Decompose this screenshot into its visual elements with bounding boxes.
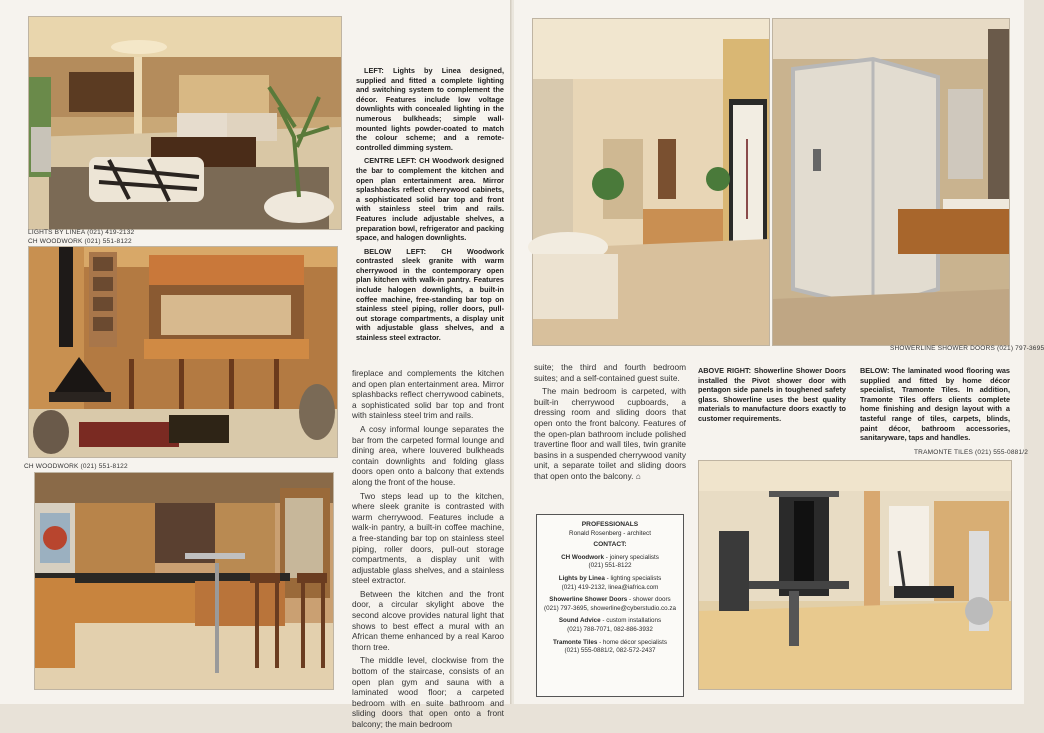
photo-caption: TRAMONTE TILES (021) 555-0881/2 xyxy=(914,449,1029,456)
caption-centre-left: CENTRE LEFT: CH Woodwork designed the bar to complement the kitchen and open plan entertainment area. Mirror splashbacks reflect cherrywood cabinets, a sophisticated solid bar top and front with stainless steel trim and rails. Features include adjustable shelves, a preparation bowl, refrigerator and packing space, and halogen downlights. xyxy=(356,156,504,243)
paragraph: A cosy informal lounge separates the bar from the carpeted formal lounge and dining area, where louvered bulkheads contain downlights and folding glass doors open onto a balcony that extends along the front of the house. xyxy=(352,423,504,487)
kitchen-photo xyxy=(34,472,334,690)
paragraph: The main bedroom is carpeted, with built-in cherrywood cupboards, a dressing room and sliding doors that open onto the front balcony. Features of the open-plan bathroom include polished travertine floor and wall tiles, twin granite basins in a suspended cherrywood vanity unit, a separate toilet and sliding doors that open onto the balcony. ⌂ xyxy=(534,386,686,481)
contact-entry: Tramonte Tiles - home décor specialists (021) 555-0881/2, 082-572-2437 xyxy=(553,638,667,655)
contact-entry: Lights by Linea - lighting specialists (021) 419-2132, linea@iafrica.com xyxy=(558,574,662,591)
lounge-photo xyxy=(28,16,342,230)
paragraph: fireplace and complements the kitchen and open plan entertainment area. Mirror splashbacks reflect cherrywood cabinets, a sophisticated solid bar top and front with stainless steel trim and rails. xyxy=(352,368,504,421)
contact-entry: CH Woodwork - joinery specialists (021) 551-8122 xyxy=(561,553,659,570)
photo-caption: SHOWERLINE SHOWER DOORS (021) 797-3695 xyxy=(890,345,1044,352)
contact-heading: CONTACT: xyxy=(593,541,627,549)
sidebar-captions xyxy=(356,66,504,347)
paragraph: Two steps lead up to the kitchen, where sleek granite is contrasted with warm cherrywood. Features include a walk-in pantry, a built-in coffee machine, a free-standing bar top on stainless steel piping, roller doors, pull-out storage compartments, a display unit with adjustable glass shelves, and a stainless steel extractor. xyxy=(352,490,504,586)
contact-entry: Showerline Shower Doors - shower doors (021) 797-3695, showerline@cyberstudio.co.za xyxy=(543,596,677,612)
caption-below-left: BELOW LEFT: CH Woodwork contrasted sleek granite with warm cherrywood in the contemporary open plan kitchen with walk-in pantry. Features include halogen downlights, a built-in coffee machine, free-standing bar top on stainless steel piping, roller doors, pull-out storage compartments, a display unit with adjustable glass shelves, and a stainless steel extractor. xyxy=(356,246,504,343)
contact-entry: Sound Advice - custom installations (021) 788-7071, 082-886-3932 xyxy=(558,617,662,633)
caption-below: BELOW: The laminated wood flooring was supplied and fitted by home décor specialist, Tramonte Tiles. In addition, Tramonte Tiles offers clients complete home finishing and design layout with a tasteful range of tiles, carpets, blinds, paint décor, bathroom accessories, sanitaryware, taps and handles. xyxy=(860,366,1010,443)
bar-photo xyxy=(28,246,338,458)
paragraph: Between the kitchen and the front door, a circular skylight above the second alcove provides natural light that shows to best effect a mural with an African theme enhanced by a real Karoo thorn tree. xyxy=(352,588,504,652)
professionals-box xyxy=(536,514,684,697)
body-column xyxy=(352,368,504,733)
caption-above-right: ABOVE RIGHT: Showerline Shower Doors installed the Pivot shower door with pentagon side panels in toughened safety glass. Showerline uses the best quality materials to manufacture doors exactly to customer requirements. xyxy=(698,366,846,423)
professionals-heading: PROFESSIONALS xyxy=(581,521,639,528)
caption-left: LEFT: Lights by Linea designed, supplied and fitted a complete lighting and switching system to complement the décor. Features include low voltage downlights with concealed lighting in the numerous bulkheads; simple wall-mounted lights powder-coated to match the colour scheme; and a remote-controlled dimming system. xyxy=(356,66,504,152)
architect-line: Ronald Rosenberg - architect xyxy=(569,529,651,537)
photo-caption: CH WOODWORK (021) 551-8122 xyxy=(28,238,132,245)
left-page xyxy=(0,0,512,729)
photo-caption: CH WOODWORK (021) 551-8122 xyxy=(24,463,128,470)
photo-caption: LIGHTS BY LINEA (021) 419-2132 xyxy=(28,229,135,236)
paragraph: The middle level, clockwise from the bottom of the staircase, consists of an open plan gym and sauna with a laminated wood floor; a carpeted bedroom with en suite bathroom and sliding doors that open onto a front balcony; the main bedroom xyxy=(352,655,504,729)
right-page xyxy=(514,0,1044,704)
gym-photo xyxy=(698,460,1012,690)
paragraph: suite; the third and fourth bedroom suites; and a self-contained guest suite. xyxy=(534,362,686,383)
bathroom-photo xyxy=(532,18,770,346)
shower-photo xyxy=(772,18,1010,346)
body-column xyxy=(534,362,686,485)
